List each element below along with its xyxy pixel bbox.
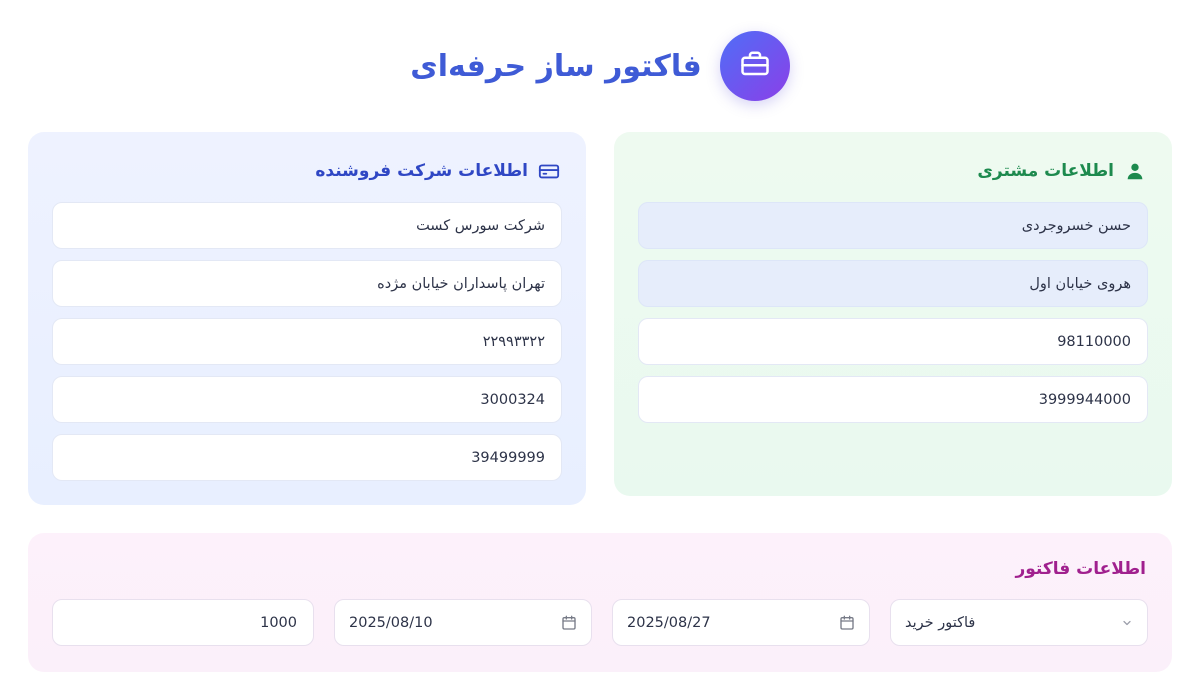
customer-info-card	[614, 132, 1172, 496]
invoice-fields-row	[52, 599, 1148, 646]
customer-address-input[interactable]	[638, 260, 1148, 307]
brand-badge	[720, 31, 790, 101]
customer-name-input[interactable]	[638, 202, 1148, 249]
info-cards-row	[28, 132, 1172, 505]
company-address-input[interactable]	[52, 260, 562, 307]
calendar-icon[interactable]	[561, 615, 577, 631]
seller-card-header	[54, 160, 560, 182]
calendar-icon[interactable]	[839, 615, 855, 631]
customer-card-header	[640, 160, 1146, 182]
issue-date-value: 2025/08/10	[349, 614, 433, 631]
customer-card-title: اطلاعات مشتری	[977, 161, 1114, 181]
seller-info-card	[28, 132, 586, 505]
invoice-info-card	[28, 533, 1172, 672]
company-phone-input[interactable]	[52, 318, 562, 365]
due-date-field[interactable]	[612, 599, 870, 646]
invoice-type-value: فاکتور خرید	[905, 614, 976, 631]
invoice-card-title: اطلاعات فاکتور	[1015, 559, 1146, 579]
company-name-input[interactable]	[52, 202, 562, 249]
seller-card-title: اطلاعات شرکت فروشنده	[315, 161, 528, 181]
building-icon	[538, 160, 560, 182]
briefcase-icon	[740, 49, 770, 83]
company-registration-number-input[interactable]	[52, 434, 562, 481]
due-date-value: 2025/08/27	[627, 614, 711, 631]
invoice-type-select[interactable]	[890, 599, 1148, 646]
app-header	[28, 0, 1172, 132]
chevron-down-icon	[1121, 617, 1133, 629]
issue-date-field[interactable]	[334, 599, 592, 646]
invoice-number-input[interactable]	[52, 599, 314, 646]
company-economic-code-input[interactable]	[52, 376, 562, 423]
invoice-card-header	[54, 559, 1146, 579]
customer-national-id-input[interactable]	[638, 376, 1148, 423]
customer-phone-input[interactable]	[638, 318, 1148, 365]
user-icon	[1124, 160, 1146, 182]
page-title: فاکتور ساز حرفه‌ای	[410, 48, 702, 84]
